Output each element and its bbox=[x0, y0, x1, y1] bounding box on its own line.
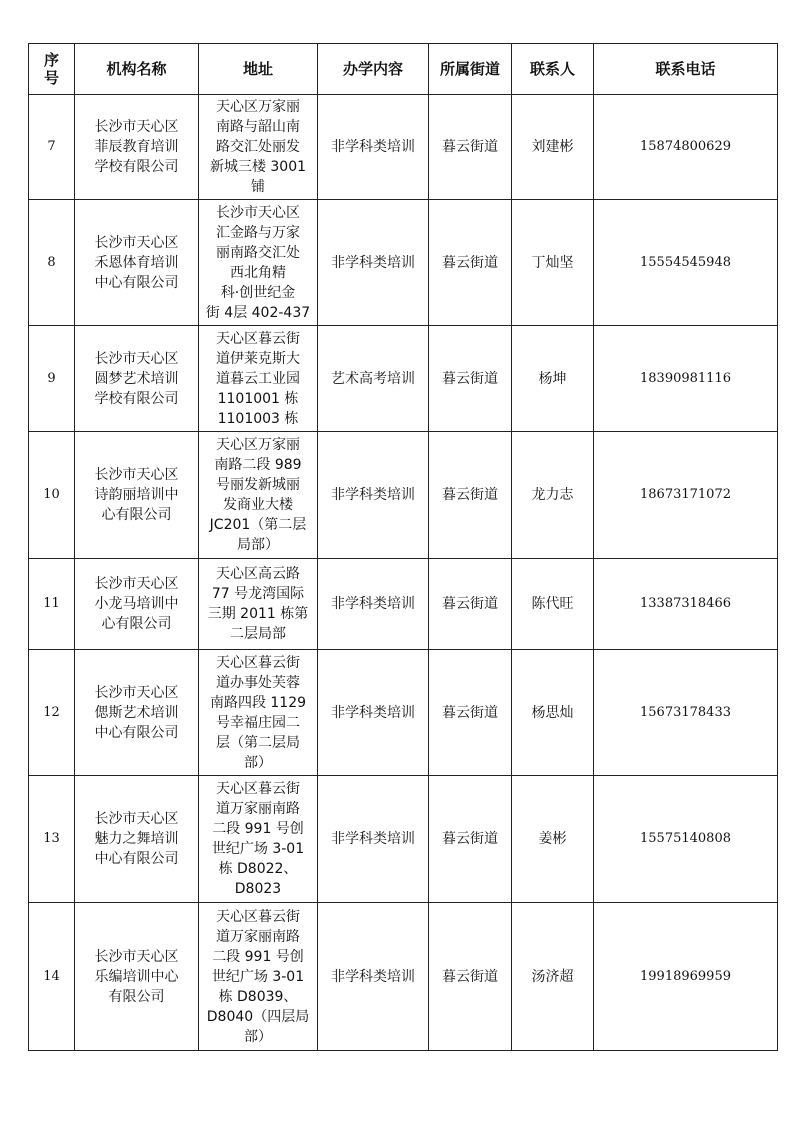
row-address: 天心区暮云街 道万家丽南路 二段 991 号创 世纪广场 3-01 栋 D8039、 D8040（四层局 部） bbox=[199, 903, 318, 1051]
row-phone: 15554545948 bbox=[594, 200, 778, 326]
header-street: 所属街道 bbox=[429, 44, 512, 95]
row-name: 长沙市天心区 诗韵丽培训中 心有限公司 bbox=[75, 432, 199, 559]
row-phone: 15673178433 bbox=[594, 650, 778, 776]
row-seq: 14 bbox=[29, 903, 75, 1051]
row-address: 天心区暮云街 道办事处芙蓉 南路四段 1129 号幸福庄园二 层（第二层局 部） bbox=[199, 650, 318, 776]
row-content: 非学科类培训 bbox=[318, 200, 429, 326]
header-phone: 联系电话 bbox=[594, 44, 778, 95]
row-street: 暮云街道 bbox=[429, 903, 512, 1051]
row-phone: 19918969959 bbox=[594, 903, 778, 1051]
row-content: 艺术高考培训 bbox=[318, 326, 429, 432]
row-address: 天心区万家丽 南路二段 989 号丽发新城丽 发商业大楼 JC201（第二层 局部） bbox=[199, 432, 318, 559]
row-name: 长沙市天心区 小龙马培训中 心有限公司 bbox=[75, 559, 199, 650]
row-phone: 15874800629 bbox=[594, 95, 778, 200]
row-content: 非学科类培训 bbox=[318, 903, 429, 1051]
row-contact: 杨坤 bbox=[512, 326, 594, 432]
row-seq: 11 bbox=[29, 559, 75, 650]
row-content: 非学科类培训 bbox=[318, 650, 429, 776]
row-seq: 9 bbox=[29, 326, 75, 432]
row-name: 长沙市天心区 偲斯艺术培训 中心有限公司 bbox=[75, 650, 199, 776]
row-address: 天心区暮云街 道万家丽南路 二段 991 号创 世纪广场 3-01 栋 D8022、 D8023 bbox=[199, 776, 318, 903]
row-contact: 姜彬 bbox=[512, 776, 594, 903]
row-phone: 13387318466 bbox=[594, 559, 778, 650]
row-address: 天心区暮云街 道伊莱克斯大 道暮云工业园 1101001 栋 1101003 栋 bbox=[199, 326, 318, 432]
header-content: 办学内容 bbox=[318, 44, 429, 95]
row-phone: 18390981116 bbox=[594, 326, 778, 432]
row-content: 非学科类培训 bbox=[318, 776, 429, 903]
row-contact: 汤济超 bbox=[512, 903, 594, 1051]
row-name: 长沙市天心区 菲辰教育培训 学校有限公司 bbox=[75, 95, 199, 200]
row-seq: 13 bbox=[29, 776, 75, 903]
row-seq: 12 bbox=[29, 650, 75, 776]
table-row bbox=[29, 200, 778, 326]
row-street: 暮云街道 bbox=[429, 326, 512, 432]
header-contact: 联系人 bbox=[512, 44, 594, 95]
row-street: 暮云街道 bbox=[429, 559, 512, 650]
row-street: 暮云街道 bbox=[429, 650, 512, 776]
row-street: 暮云街道 bbox=[429, 95, 512, 200]
row-contact: 龙力志 bbox=[512, 432, 594, 559]
row-address: 天心区高云路 77 号龙湾国际 三期 2011 栋第 二层局部 bbox=[199, 559, 318, 650]
row-contact: 杨思灿 bbox=[512, 650, 594, 776]
row-contact: 丁灿坚 bbox=[512, 200, 594, 326]
table-row bbox=[29, 432, 778, 559]
row-content: 非学科类培训 bbox=[318, 432, 429, 559]
row-name: 长沙市天心区 禾恩体育培训 中心有限公司 bbox=[75, 200, 199, 326]
table-row bbox=[29, 326, 778, 432]
row-street: 暮云街道 bbox=[429, 432, 512, 559]
row-name: 长沙市天心区 魅力之舞培训 中心有限公司 bbox=[75, 776, 199, 903]
row-content: 非学科类培训 bbox=[318, 559, 429, 650]
table-row bbox=[29, 903, 778, 1051]
table-row bbox=[29, 650, 778, 776]
header-row bbox=[29, 44, 778, 95]
row-seq: 10 bbox=[29, 432, 75, 559]
row-name: 长沙市天心区 圆梦艺术培训 学校有限公司 bbox=[75, 326, 199, 432]
row-address: 长沙市天心区 汇金路与万家 丽南路交汇处 西北角精 科·创世纪金 街 4层 402-437 bbox=[199, 200, 318, 326]
row-phone: 15575140808 bbox=[594, 776, 778, 903]
row-name: 长沙市天心区 乐编培训中心 有限公司 bbox=[75, 903, 199, 1051]
row-phone: 18673171072 bbox=[594, 432, 778, 559]
institution-table bbox=[28, 43, 778, 1051]
row-contact: 陈代旺 bbox=[512, 559, 594, 650]
row-address: 天心区万家丽 南路与韶山南 路交汇处丽发 新城三楼 3001 铺 bbox=[199, 95, 318, 200]
table-row bbox=[29, 95, 778, 200]
row-seq: 7 bbox=[29, 95, 75, 200]
table-row bbox=[29, 559, 778, 650]
row-street: 暮云街道 bbox=[429, 776, 512, 903]
row-seq: 8 bbox=[29, 200, 75, 326]
table-row bbox=[29, 776, 778, 903]
row-content: 非学科类培训 bbox=[318, 95, 429, 200]
header-address: 地址 bbox=[199, 44, 318, 95]
header-seq: 序 号 bbox=[29, 44, 75, 95]
row-contact: 刘建彬 bbox=[512, 95, 594, 200]
header-name: 机构名称 bbox=[75, 44, 199, 95]
row-street: 暮云街道 bbox=[429, 200, 512, 326]
